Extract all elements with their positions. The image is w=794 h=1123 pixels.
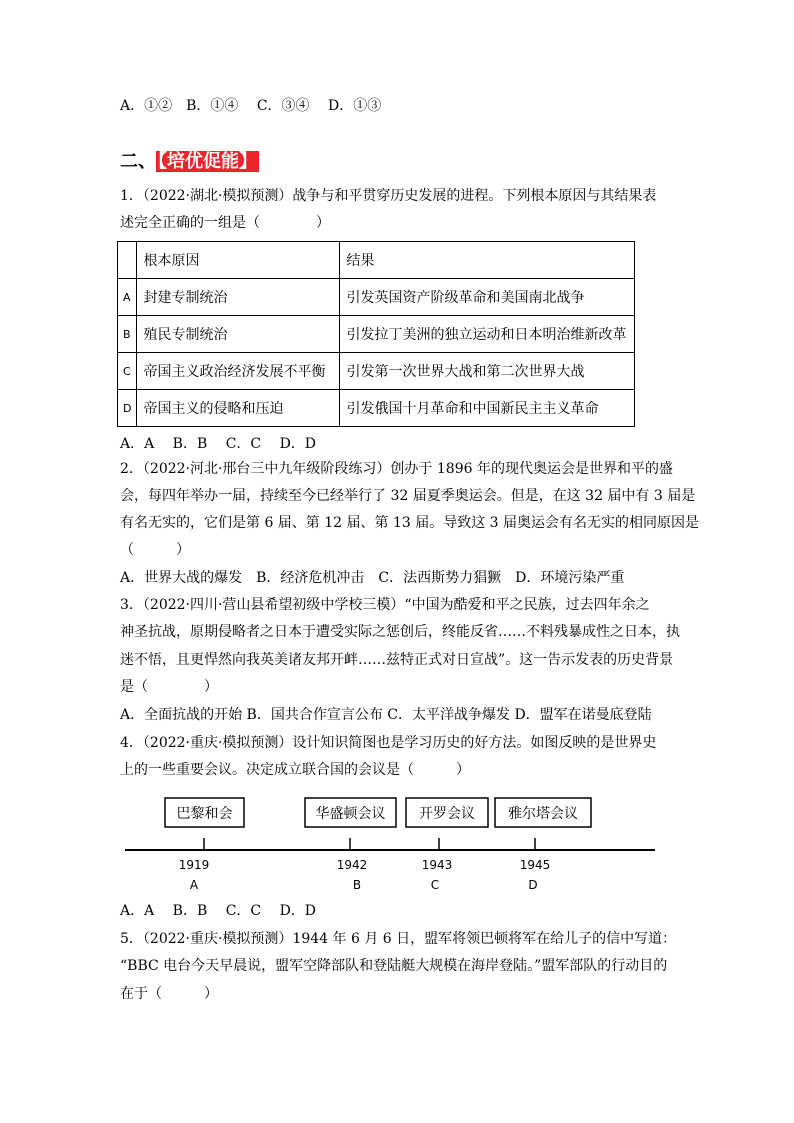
q3-stem-line-3: 迷不悟，且更悍然向我英美诸友邦开衅……兹特正式对日宣战”。这一告示发表的历史背景 (120, 652, 674, 668)
q1-table (117, 241, 635, 427)
q2-stem-line-4: （ ） (120, 542, 190, 558)
q3-options: A．全面抗战的开始 B．国共合作宣言公布 C．太平洋战争爆发 D．盟军在诺曼底登陆 (120, 707, 652, 723)
row-key: A (118, 279, 137, 316)
row-cause: 殖民专制统治 (137, 316, 340, 353)
table-header-result: 结果 (340, 242, 635, 279)
meeting-year: 1945 (519, 858, 551, 872)
q5-stem-line-2: “BBC 电台今天早晨说，盟军空降部队和登陆艇大规模在海岸登陆。”盟军部队的行动目的 (120, 958, 668, 974)
q2-stem-line-1: 2．（2022·河北·邢台三中九年级阶段练习）创办于 1896 年的现代奥运会是世界和平的盛 (120, 461, 673, 477)
row-result: 引发俄国十月革命和中国新民主主义革命 (340, 390, 635, 427)
section-heading (120, 150, 259, 174)
q3-stem-line-1: 3．（2022·四川·营山县希望初级中学校三模）“中国为酷爱和平之民族，过去四年余之 (120, 597, 650, 613)
table-row (118, 390, 635, 427)
meeting-letter: D (528, 878, 538, 892)
q2-stem-line-3: 有名无实的，它们是第 6 届、第 12 届、第 13 届。导致这 3 届奥运会有名无实的相同原因是 (120, 515, 700, 531)
row-key: D (118, 390, 137, 427)
q4-stem-line-1: 4．（2022·重庆·模拟预测）设计知识简图也是学习历史的好方法。如图反映的是世界史 (120, 735, 657, 751)
q1-options: A．A B．B C．C D．D (120, 436, 317, 452)
section-title-badge: 【培优促能】 (158, 151, 257, 172)
meeting-year: 1919 (178, 858, 210, 872)
q4-options: A．A B．B C．C D．D (120, 903, 317, 919)
row-cause: 帝国主义政治经济发展不平衡 (137, 353, 340, 390)
table-row (118, 353, 635, 390)
q1-stem-line-2: 述完全正确的一组是（ ） (120, 215, 330, 231)
previous-answer-options: A．①② B．①④ C．③④ D．①③ (120, 98, 382, 114)
q4-stem-line-2: 上的一些重要会议。决定成立联合国的会议是（ ） (120, 762, 470, 778)
meeting-name: 华盛顿会议 (315, 806, 386, 822)
meeting-letter: B (352, 878, 362, 892)
meeting-name: 巴黎和会 (176, 806, 233, 822)
row-cause: 帝国主义的侵略和压迫 (137, 390, 340, 427)
meeting-year: 1943 (421, 858, 453, 872)
table-header-cause: 根本原因 (137, 242, 340, 279)
row-key: B (118, 316, 137, 353)
row-cause: 封建专制统治 (137, 279, 340, 316)
table-header-row (118, 242, 635, 279)
row-result: 引发第一次世界大战和第二次世界大战 (340, 353, 635, 390)
table-row (118, 316, 635, 353)
q1-stem-line-1: 1．（2022·湖北·模拟预测）战争与和平贯穿历史发展的进程。下列根本原因与其结果表 (120, 188, 657, 204)
row-result: 引发英国资产阶级革命和美国南北战争 (340, 279, 635, 316)
q2-stem-line-2: 会，每四年举办一届，持续至今已经举行了 32 届夏季奥运会。但是，在这 32 届中有 3 届是 (120, 488, 696, 504)
q3-stem-line-4: 是（ ） (120, 679, 218, 695)
section-number: 二、 (120, 151, 156, 172)
meeting-timeline-diagram (110, 790, 670, 900)
table-row (118, 279, 635, 316)
meeting-year: 1942 (336, 858, 368, 872)
meeting-name: 雅尔塔会议 (508, 806, 578, 822)
meeting-letter: C (430, 878, 440, 892)
q2-options: A．世界大战的爆发 B．经济危机冲击 C．法西斯势力猖獗 D．环境污染严重 (120, 570, 625, 586)
q5-stem-line-3: 在于（ ） (120, 986, 218, 1002)
q3-stem-line-2: 神圣抗战，原期侵略者之日本于遭受实际之惩创后，终能反省……不料残暴成性之日本，执 (120, 624, 680, 640)
row-key: C (118, 353, 137, 390)
meeting-name: 开罗会议 (419, 806, 475, 822)
q5-stem-line-1: 5．（2022·重庆·模拟预测）1944 年 6 月 6 日，盟军将领巴顿将军在给儿子的信中写道： (120, 931, 677, 947)
meeting-letter: A (189, 878, 199, 892)
row-result: 引发拉丁美洲的独立运动和日本明治维新改革 (340, 316, 635, 353)
